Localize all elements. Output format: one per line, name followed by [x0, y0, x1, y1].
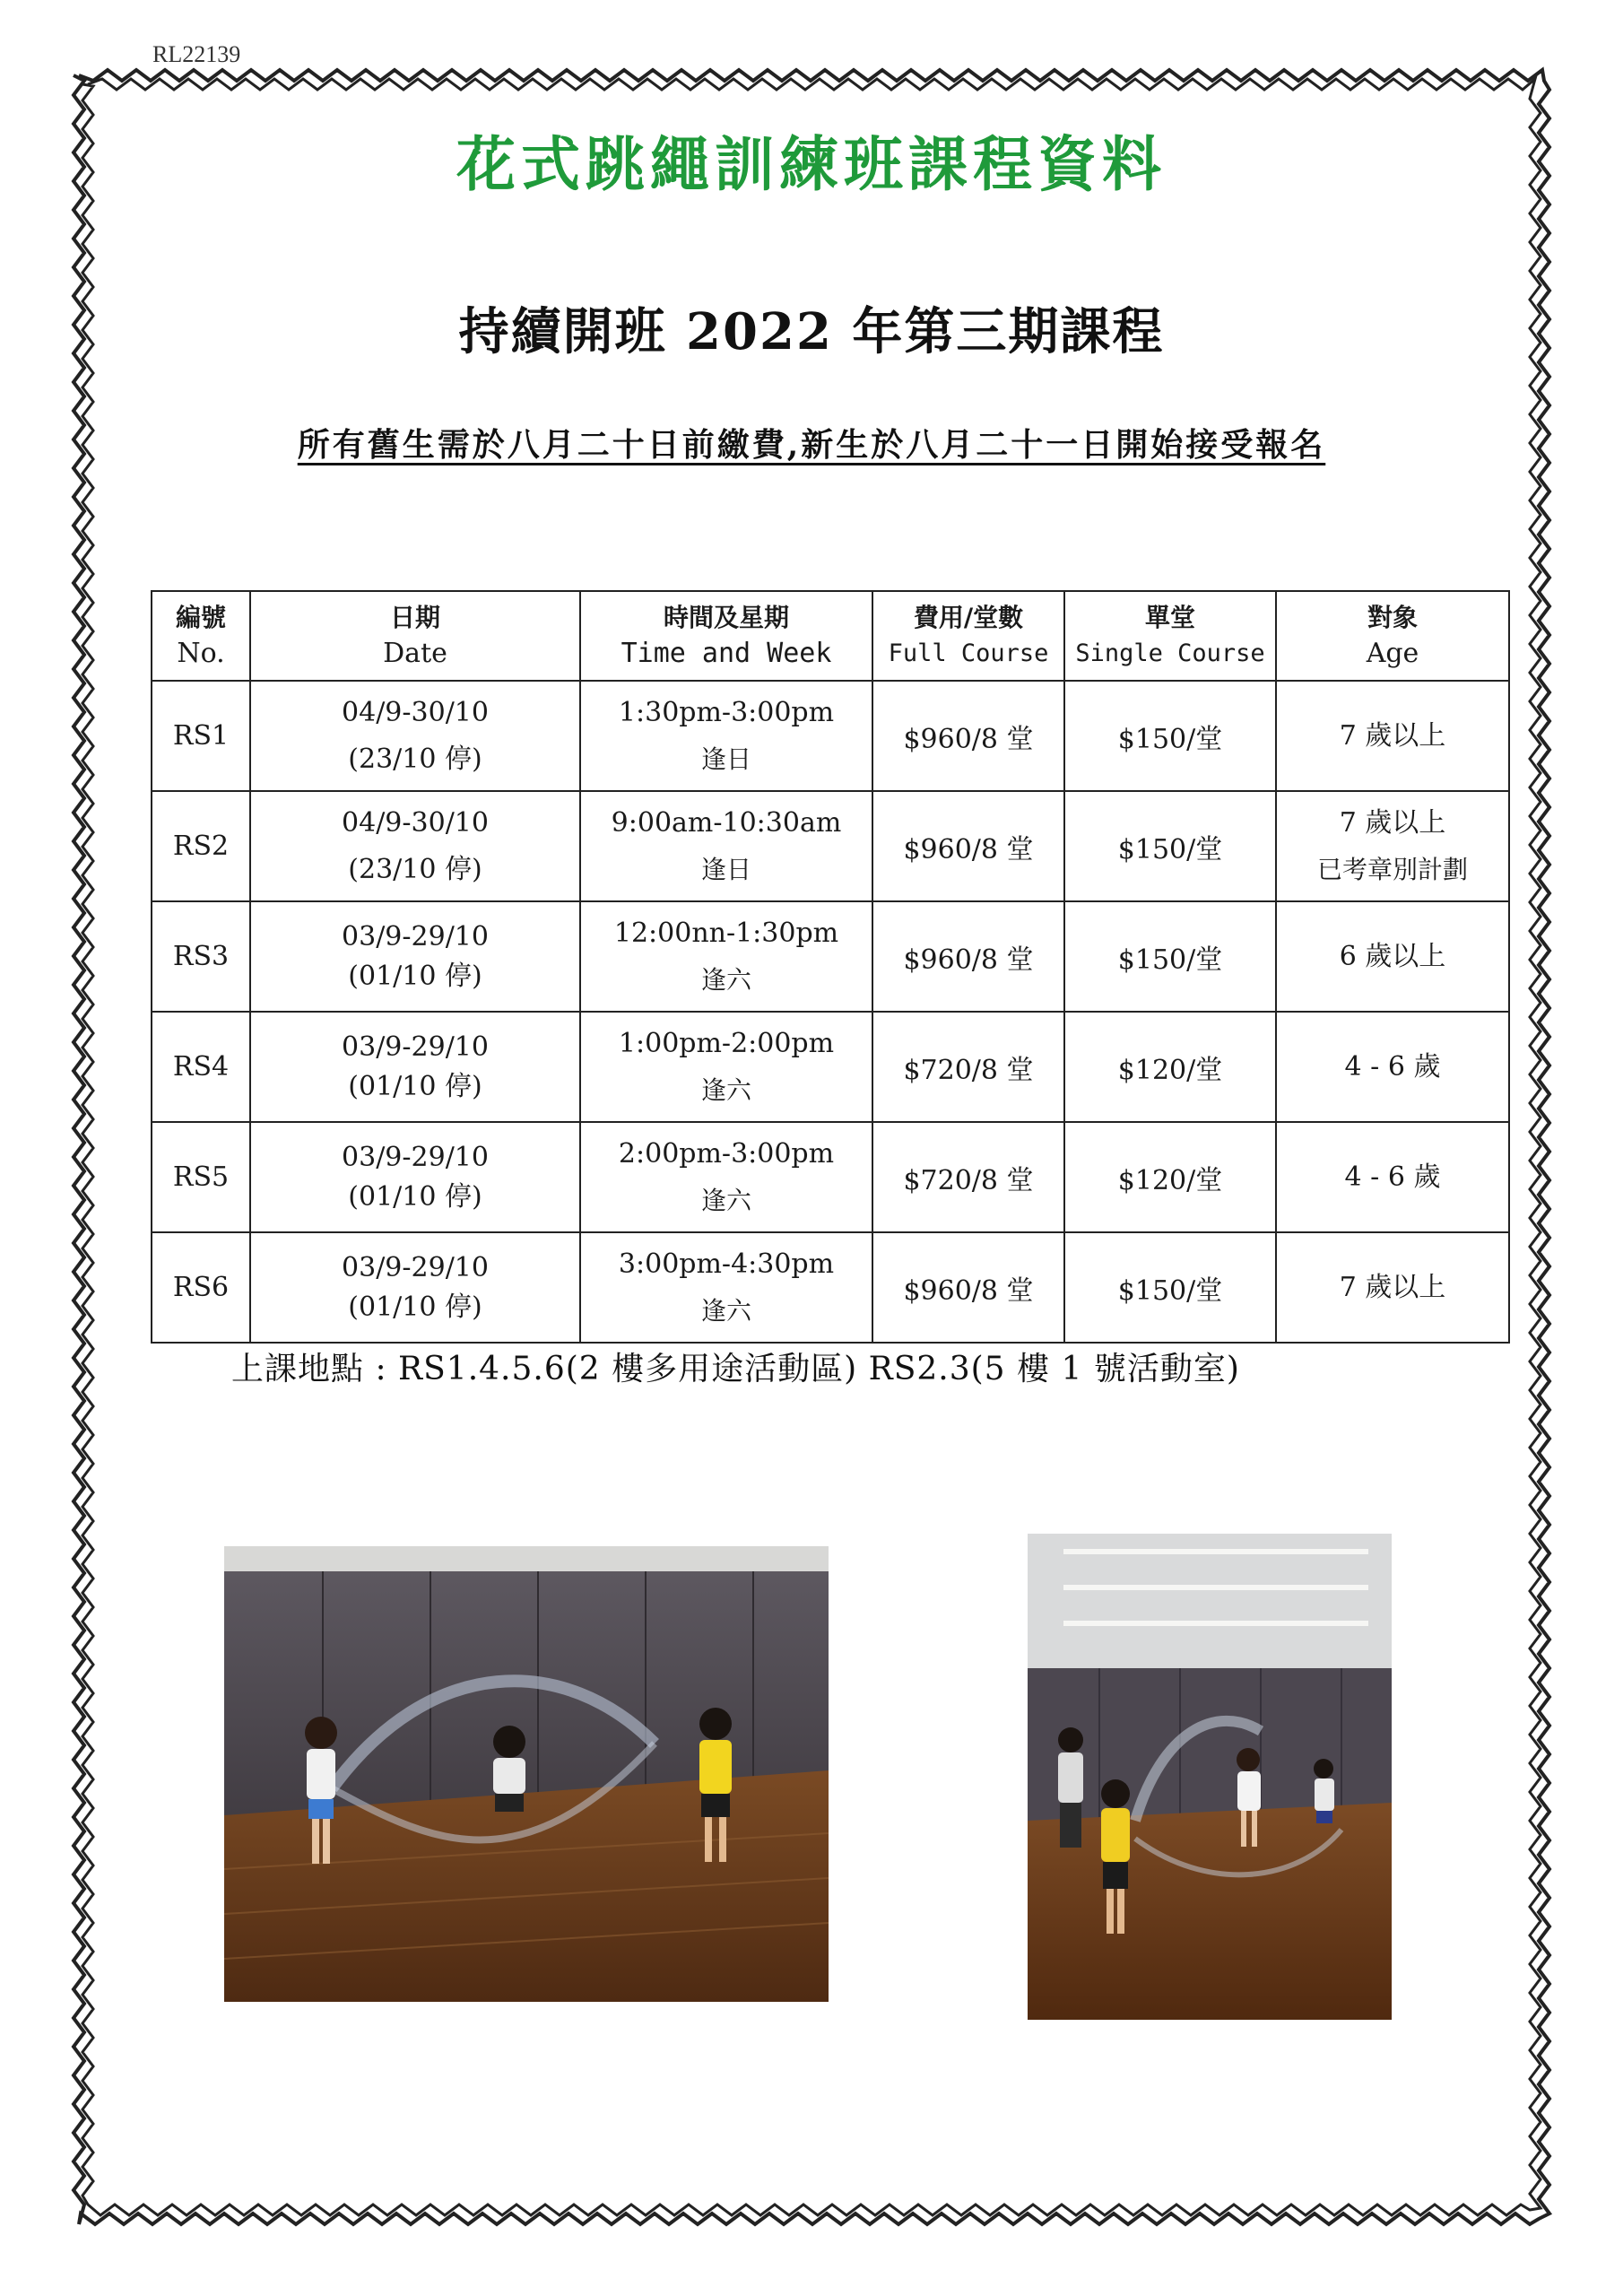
header-full-course	[872, 591, 1064, 681]
cell-date	[250, 681, 580, 791]
cell-time	[580, 1012, 872, 1122]
date-note: (01/10 停)	[348, 1291, 482, 1323]
table-row	[152, 901, 1509, 1012]
header-en: Time and Week	[621, 638, 832, 669]
cell-date	[250, 901, 580, 1012]
cell-single-course: $150/堂	[1064, 901, 1276, 1012]
cell-date	[250, 1012, 580, 1122]
header-en: Single Course	[1075, 639, 1265, 667]
cell-single-course: $120/堂	[1064, 1122, 1276, 1232]
header-age	[1276, 591, 1509, 681]
cell-age	[1276, 1232, 1509, 1343]
header-zh: 編號	[175, 603, 226, 632]
header-single-course	[1064, 591, 1276, 681]
cell-no: RS6	[152, 1232, 250, 1343]
cell-full-course: $960/8 堂	[872, 791, 1064, 901]
cell-single-course: $150/堂	[1064, 791, 1276, 901]
date-range: 04/9-30/10	[342, 696, 489, 728]
time-range: 3:00pm-4:30pm	[618, 1248, 835, 1280]
cell-single-course: $150/堂	[1064, 681, 1276, 791]
time-range: 1:30pm-3:00pm	[618, 696, 835, 728]
cell-single-course: $150/堂	[1064, 1232, 1276, 1343]
sub-title: 持續開班 2022 年第三期課程	[458, 302, 1165, 361]
cell-date	[250, 791, 580, 901]
header-time	[580, 591, 872, 681]
header-zh: 日期	[389, 603, 440, 632]
reference-code: RL22139	[152, 41, 241, 67]
date-note: (23/10 停)	[348, 743, 482, 775]
cell-time	[580, 681, 872, 791]
cell-no: RS1	[152, 681, 250, 791]
cell-time	[580, 791, 872, 901]
table-header-row	[152, 591, 1509, 681]
photo-children-rope-skipping	[1028, 1534, 1392, 2020]
header-en: Date	[383, 638, 447, 669]
date-range: 03/9-29/10	[342, 920, 489, 952]
header-en: Full Course	[888, 639, 1049, 667]
cell-full-course: $960/8 堂	[872, 901, 1064, 1012]
weekday: 逢日	[700, 854, 751, 884]
cell-time	[580, 901, 872, 1012]
weekday: 逢日	[700, 744, 751, 774]
registration-notice: 所有舊生需於八月二十日前繳費,新生於八月二十一日開始接受報名	[297, 426, 1326, 464]
weekday: 逢六	[700, 1295, 751, 1326]
header-zh: 對象	[1367, 603, 1418, 632]
cell-full-course: $720/8 堂	[872, 1122, 1064, 1232]
header-en: No.	[177, 638, 225, 669]
cell-full-course: $960/8 堂	[872, 1232, 1064, 1343]
table-row	[152, 681, 1509, 791]
weekday: 逢六	[700, 1185, 751, 1215]
date-note: (01/10 停)	[348, 1180, 482, 1213]
age-group: 4 - 6 歲	[1344, 1050, 1441, 1083]
header-no	[152, 591, 250, 681]
weekday: 逢六	[700, 1074, 751, 1105]
weekday: 逢六	[700, 964, 751, 995]
cell-age	[1276, 901, 1509, 1012]
main-title: 花式跳繩訓練班課程資料	[456, 129, 1167, 199]
date-range: 03/9-29/10	[342, 1031, 489, 1063]
cell-no: RS4	[152, 1012, 250, 1122]
cell-time	[580, 1122, 872, 1232]
cell-age	[1276, 1122, 1509, 1232]
age-group: 7 歲以上	[1339, 719, 1446, 752]
cell-time	[580, 1232, 872, 1343]
date-range: 04/9-30/10	[342, 806, 489, 839]
cell-full-course: $960/8 堂	[872, 681, 1064, 791]
age-group: 7 歲以上	[1339, 806, 1446, 839]
date-note: (23/10 停)	[348, 853, 482, 885]
photo-children-rope-skipping	[224, 1546, 829, 2002]
cell-no: RS5	[152, 1122, 250, 1232]
table-row	[152, 1232, 1509, 1343]
cell-full-course: $720/8 堂	[872, 1012, 1064, 1122]
time-range: 12:00nn-1:30pm	[613, 917, 839, 949]
time-range: 2:00pm-3:00pm	[618, 1137, 835, 1170]
age-group: 6 歲以上	[1339, 940, 1446, 972]
date-note: (01/10 停)	[348, 1070, 482, 1102]
table-row	[152, 1012, 1509, 1122]
time-range: 9:00am-10:30am	[611, 806, 842, 839]
cell-age	[1276, 681, 1509, 791]
date-range: 03/9-29/10	[342, 1141, 489, 1173]
cell-date	[250, 1232, 580, 1343]
cell-single-course: $120/堂	[1064, 1012, 1276, 1122]
cell-date	[250, 1122, 580, 1232]
header-zh: 時間及星期	[663, 603, 789, 632]
cell-age	[1276, 791, 1509, 901]
header-zh: 單堂	[1144, 603, 1195, 632]
header-date	[250, 591, 580, 681]
cell-no: RS2	[152, 791, 250, 901]
course-schedule-table	[151, 590, 1510, 1344]
age-group: 7 歲以上	[1339, 1271, 1446, 1303]
age-note: 已考章別計劃	[1316, 854, 1468, 884]
class-location: 上課地點 : RS1.4.5.6(2 樓多用途活動區) RS2.3(5 樓 1 號活動室)	[231, 1351, 1240, 1387]
time-range: 1:00pm-2:00pm	[618, 1027, 835, 1059]
date-range: 03/9-29/10	[342, 1251, 489, 1283]
table-row	[152, 791, 1509, 901]
cell-age	[1276, 1012, 1509, 1122]
header-zh: 費用/堂數	[913, 603, 1024, 632]
table-row	[152, 1122, 1509, 1232]
date-note: (01/10 停)	[348, 960, 482, 992]
header-en: Age	[1366, 638, 1419, 669]
cell-no: RS3	[152, 901, 250, 1012]
age-group: 4 - 6 歲	[1344, 1161, 1441, 1193]
